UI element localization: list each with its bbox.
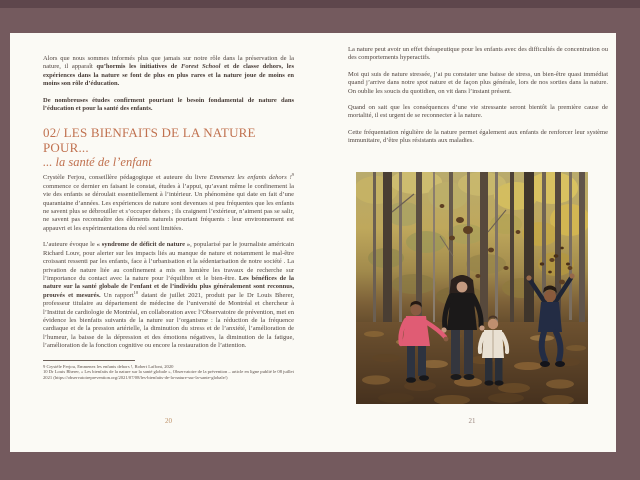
window-top-edge xyxy=(0,0,640,8)
text-run-bold-italic: Forest School xyxy=(180,63,221,71)
text-run-bold: qu’hormis les initiatives de xyxy=(96,63,181,71)
text-run-italic: spot xyxy=(416,79,428,87)
footnote: 10 Dr Louis Bherer, « Les bienfaits de la nature sur la santé globale », Observatoire de la prévention – article en ligne publié le 08 juillet 2021 (https://observatoireprevention.org/2021/07/08/les-bienfaits-de-la-nature-sur-la-sante-globale/) xyxy=(43,369,294,380)
text-run: Moi qui suis de nature stressée, j’ai pu constater une baisse de stress, un bien-être quasi immédiat quand j’arrive dans notre xyxy=(348,70,608,87)
paragraph: De nombreuses études confirment pourtant le besoin fondamental de nature dans l’éducation et pour la santé des enfants. xyxy=(43,96,294,113)
paragraph xyxy=(43,174,294,233)
text-run: Crystèle Ferjou, conseillère pédagogique et auteure du livre xyxy=(43,174,210,182)
text-run-italic: Emmenez les enfants dehors ! xyxy=(209,174,292,182)
forest-photo xyxy=(356,172,588,404)
page-number-right: 21 xyxy=(468,417,476,425)
left-page xyxy=(43,55,294,380)
forest-photo-graphic xyxy=(356,172,588,404)
footnote-marker: 10 xyxy=(133,289,139,295)
book-spread xyxy=(10,33,616,452)
text-run: commence ce dernier en faisant le constat, études à l’appui, qu’avant même le confinement la vie des enfants se déroulait essentiellement à l’intérieur. Un phénomène qui date en fait d’une quarantaine d’années. Les expériences de nature sont devenues si peu fréquentes que les enfants ne savent plus se débrouiller et s’occuper dehors ; ils craignent l’extérieur, n’aiment pas se salir, ne savent pas reconnaître des éléments naturels pourtant fréquents : leur environnement est appauvri et les expérimentations du réel sont limitées. xyxy=(43,182,294,232)
section-heading-line2: ... la santé de l’enfant xyxy=(43,155,152,170)
section-heading xyxy=(43,125,294,169)
footnote-rule xyxy=(43,360,135,361)
right-page xyxy=(348,46,608,154)
text-run: , popularisé par le journaliste américain Richard Louv, pour alerter sur les impacts liés au manque de nature et notamment le mal-être croissant ressenti par les enfants, face à l’urbanisation et la sédentarisation de notre société . La privation de nature liée au confinement a mis en lumière les travaux de recherche sur l’importance du contact avec la nature pour l’équilibre et le bien-être. xyxy=(43,241,294,282)
paragraph: Quand on sait que les conséquences d’une vie stressante seront bientôt la première cause de mortalité, il est urgent de se reconnecter à la nature. xyxy=(348,104,608,120)
text-run-bold: Les bénéfices de la nature sur la santé globale de l’enfant et de l’individu plus généralement sont reconnus, prouvés et mesurés. xyxy=(43,274,294,299)
text-run-bold: « syndrome de déficit de nature » xyxy=(96,241,191,249)
text-run: Alors que nous sommes informés plus que jamais sur notre rôle dans la préservation de la nature, il apparaît xyxy=(43,55,294,71)
footnote: 9 Crystèle Ferjou, Emmenez les enfants dehors !, Robert Laffont, 2020 xyxy=(43,363,174,369)
section-heading-line1: 02/ LES BIENFAITS DE LA NATURE POUR... xyxy=(43,125,256,156)
text-run: Un rapport xyxy=(100,291,134,299)
text-run: L’auteure évoque le xyxy=(43,241,97,249)
paragraph xyxy=(348,71,608,96)
paragraph: Cette fréquentation régulière de la nature permet également aux enfants de renforcer leur système immunitaire, d’être plus résistants aux maladies. xyxy=(348,128,608,145)
paragraph xyxy=(43,241,294,350)
paragraph xyxy=(43,55,294,89)
page-number-left: 20 xyxy=(165,417,172,425)
footnote-marker: 9 xyxy=(291,172,294,178)
text-run: datant de juillet 2021, produit par le Dr Louis Bherer, professeur titulaire au département de médecine de l’université de Montréal et chercheur à l’Institut de cardiologie de Montréal, en collaboration avec l’Observatoire de prévention, met en évidence les bienfaits suivants de la nature sur l’organisme : la réduction de la fréquence cardiaque et de la pression artérielle, la diminution du stress et de l’anxiété, l’amélioration de l’humeur, la baisse de la dépression et des émotions négatives, la diminution de la fatigue, l’amélioration de la fonction cognitive ou encore la restauration de l’attention. xyxy=(43,291,294,350)
text-run: nature et de façon plus générale, lors de nos sorties dans la nature. On oublie les soucis du quotidien, on vit dans l’instant présent. xyxy=(348,79,609,95)
paragraph: La nature peut avoir un effet thérapeutique pour les enfants avec des difficultés de concentration ou des comportements hyperactifs. xyxy=(348,46,608,62)
footnotes xyxy=(43,360,294,381)
text-run-bold: et de classe dehors, les expériences dans la nature se font de plus en plus rares et la nature joue de moins en moins son rôle d’éducation. xyxy=(43,63,294,88)
